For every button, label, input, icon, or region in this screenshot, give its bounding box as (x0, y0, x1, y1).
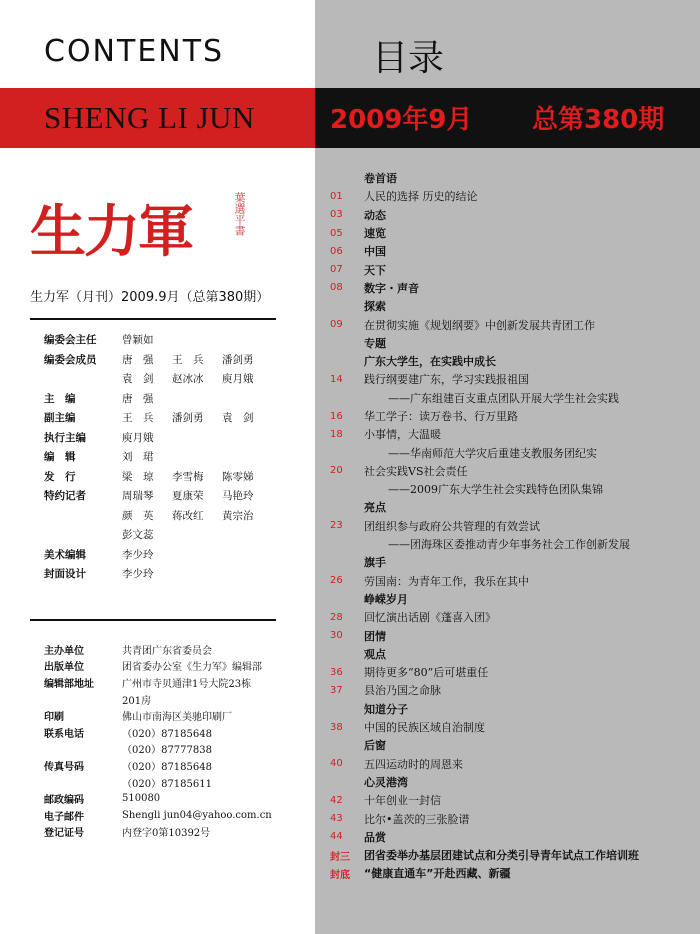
entry-title: ——2009广东大学生社会实践特色团队集锦 (388, 483, 603, 497)
page-number: 07 (330, 264, 343, 276)
entry-title: 探索 (364, 300, 386, 314)
entry-title: ——团海珠区委推动青少年事务社会工作创新发展 (388, 538, 630, 552)
info-row (44, 790, 304, 807)
toc-section[interactable] (330, 645, 690, 663)
staff-names (122, 410, 272, 425)
staff-name: 梁 琼 (122, 470, 154, 483)
toc-entry[interactable] (330, 755, 690, 773)
page-number: 36 (330, 666, 343, 678)
info-label: 邮政编码 (44, 795, 84, 807)
staff-row (44, 408, 304, 428)
toc-entry[interactable] (330, 846, 690, 864)
toc-section[interactable] (330, 206, 690, 224)
staff-name: 潘剑勇 (172, 412, 204, 425)
info-row (44, 691, 304, 708)
page-number: 20 (330, 465, 343, 477)
contents-heading-en: CONTENTS (44, 34, 225, 69)
toc-entry[interactable] (330, 809, 690, 827)
toc-entry[interactable] (330, 187, 690, 205)
staff-names (122, 469, 272, 484)
staff-role: 发 行 (44, 470, 76, 483)
entry-title: 十年创业一封信 (364, 794, 441, 808)
staff-row (44, 525, 304, 545)
page-number: 16 (330, 410, 343, 422)
toc-section[interactable] (330, 498, 690, 516)
toc-section[interactable] (330, 334, 690, 352)
brand-name: SHENG LI JUN (44, 100, 255, 135)
staff-row (44, 369, 304, 389)
staff-role: 编 辑 (44, 451, 76, 464)
info-row (44, 707, 304, 724)
toc-entry[interactable] (330, 370, 690, 388)
staff-name: 蒋改红 (172, 509, 204, 522)
toc-entry[interactable] (330, 535, 690, 553)
staff-role: 特约记者 (44, 490, 86, 503)
staff-name: 袁 剑 (222, 412, 254, 425)
staff-names (122, 352, 272, 367)
staff-name: 李雪梅 (172, 470, 204, 483)
staff-row (44, 564, 304, 584)
info-value: 共青团广东省委员会 (122, 645, 212, 657)
info-row (44, 807, 304, 824)
toc-entry[interactable] (330, 407, 690, 425)
entry-title: 广东大学生，在实践中成长 (364, 355, 496, 369)
toc-entry[interactable] (330, 663, 690, 681)
entry-title: 劳国南：为青年工作，我乐在其中 (364, 574, 529, 588)
staff-name: 马艳玲 (222, 490, 254, 503)
toc-section[interactable] (330, 553, 690, 571)
entry-title: 在贯彻实施《规划纲要》中创新发展共青团工作 (364, 318, 595, 332)
entry-title: 团省委举办基层团建试点和分类引导青年试点工作培训班 (364, 849, 639, 863)
staff-names (122, 449, 172, 464)
staff-row (44, 428, 304, 448)
staff-name: 李少玲 (122, 568, 154, 581)
page-number: 14 (330, 373, 343, 385)
staff-names (122, 547, 172, 562)
toc-section[interactable] (330, 260, 690, 278)
entry-title: 专题 (364, 336, 386, 350)
toc-entry[interactable] (330, 572, 690, 590)
staff-name: 王 兵 (122, 412, 154, 425)
staff-row (44, 389, 304, 409)
publication-info (44, 641, 304, 840)
entry-title: 动态 (364, 208, 386, 222)
staff-role: 副主编 (44, 412, 76, 425)
staff-names (122, 566, 172, 581)
entry-title: 观点 (364, 647, 386, 661)
toc-entry[interactable] (330, 315, 690, 333)
staff-row (44, 506, 304, 526)
entry-title: 县治乃国之命脉 (364, 684, 441, 698)
info-label: 登记证号 (44, 828, 84, 840)
contents-heading-cn: 目录 (372, 38, 445, 79)
staff-name: 王 兵 (172, 353, 204, 366)
toc-section[interactable] (330, 242, 690, 260)
entry-title: 五四运动时的周恩来 (364, 757, 463, 771)
info-value: 510080 (122, 793, 161, 805)
toc-entry[interactable] (330, 791, 690, 809)
entry-title: 团情 (364, 629, 386, 643)
entry-title: ——广东组建百支重点团队开展大学生社会实践 (388, 391, 619, 405)
staff-name: 颜 英 (122, 509, 154, 522)
toc-section[interactable] (330, 828, 690, 846)
entry-title: “健康直通车”开赴西藏、新疆 (364, 867, 511, 881)
page-number: 18 (330, 428, 343, 440)
staff-role: 美术编辑 (44, 548, 86, 561)
entry-title: 践行纲要建广东，学习实践报祖国 (364, 373, 529, 387)
staff-row (44, 330, 304, 350)
info-row (44, 641, 304, 658)
toc-section[interactable] (330, 224, 690, 242)
staff-row (44, 486, 304, 506)
staff-name: 庾月娥 (222, 373, 254, 386)
toc-entry[interactable] (330, 480, 690, 498)
staff-name: 袁 剑 (122, 373, 154, 386)
page-number: 37 (330, 684, 343, 696)
info-value: 201房 (122, 695, 152, 707)
info-label: 联系电话 (44, 728, 84, 740)
toc-entry[interactable] (330, 462, 690, 480)
staff-name: 李少玲 (122, 548, 154, 561)
entry-title: 中国的民族区域自治制度 (364, 721, 485, 735)
staff-name: 夏康荣 (172, 490, 204, 503)
toc-section[interactable] (330, 169, 690, 187)
staff-role: 编委会主任 (44, 334, 97, 347)
info-value: 内登字0第10392号 (122, 828, 211, 840)
issue-number: 总第380期 (532, 105, 665, 135)
toc-entry[interactable] (330, 718, 690, 736)
page-number: 01 (330, 190, 343, 202)
info-row (44, 658, 304, 675)
entry-title: ——华南师范大学灾后重建支教服务团纪实 (388, 446, 597, 460)
info-value: （020）87185648 (122, 761, 212, 773)
info-row (44, 757, 304, 774)
page-number: 28 (330, 611, 343, 623)
table-of-contents (330, 169, 690, 883)
page-number: 44 (330, 831, 343, 843)
toc-section[interactable] (330, 773, 690, 791)
staff-name: 曾颖如 (122, 334, 154, 347)
toc-entry[interactable] (330, 864, 690, 882)
toc-section[interactable] (330, 352, 690, 370)
entry-title: 社会实践VS社会责任 (364, 464, 468, 478)
staff-names (122, 430, 172, 445)
staff-name: 彭文蕊 (122, 529, 154, 542)
staff-row (44, 545, 304, 565)
entry-title: 数字・声音 (364, 281, 419, 295)
toc-section[interactable] (330, 736, 690, 754)
page-number: 封三 (330, 851, 350, 863)
page-number: 42 (330, 794, 343, 806)
info-value: （020）87185648 (122, 728, 212, 740)
staff-names (122, 527, 172, 542)
entry-title: 心灵港湾 (364, 775, 408, 789)
entry-title: 速览 (364, 227, 386, 241)
entry-title: 卷首语 (364, 172, 397, 186)
page-number: 43 (330, 813, 343, 825)
page-number: 封底 (330, 869, 350, 881)
staff-name: 赵冰冰 (172, 373, 204, 386)
info-label: 出版单位 (44, 662, 84, 674)
staff-names (122, 371, 272, 386)
staff-name: 唐 强 (122, 353, 154, 366)
staff-name: 陈零娣 (222, 470, 254, 483)
toc-entry[interactable] (330, 389, 690, 407)
entry-title: 期待更多“80”后可堪重任 (364, 666, 489, 680)
calligraphy-signature: 葉選平書 (233, 192, 246, 236)
page-number: 03 (330, 209, 343, 221)
info-row (44, 824, 304, 841)
staff-name: 潘剑勇 (222, 353, 254, 366)
staff-name: 刘 珺 (122, 451, 154, 464)
info-label: 传真号码 (44, 761, 84, 773)
staff-row (44, 447, 304, 467)
entry-title: 人民的选择 历史的结论 (364, 190, 478, 204)
staff-names (122, 391, 172, 406)
entry-title: 知道分子 (364, 702, 408, 716)
toc-section[interactable] (330, 590, 690, 608)
info-row (44, 774, 304, 791)
toc-section[interactable] (330, 626, 690, 644)
staff-names (122, 508, 272, 523)
toc-entry[interactable] (330, 608, 690, 626)
page-number: 38 (330, 721, 343, 733)
toc-section[interactable] (330, 700, 690, 718)
toc-entry[interactable] (330, 681, 690, 699)
info-label: 电子邮件 (44, 811, 84, 823)
info-label: 印刷 (44, 712, 64, 724)
staff-names (122, 488, 272, 503)
info-value: 广州市寺贝通津1号大院23栋 (122, 678, 252, 690)
info-value: 佛山市南海区美驰印刷厂 (122, 712, 232, 724)
page-number: 40 (330, 758, 343, 770)
staff-role: 编委会成员 (44, 353, 97, 366)
entry-title: 后窗 (364, 739, 386, 753)
info-row (44, 724, 304, 741)
toc-section[interactable] (330, 279, 690, 297)
divider-middle (30, 619, 276, 621)
toc-entry[interactable] (330, 517, 690, 535)
entry-title: 团组织参与政府公共管理的有效尝试 (364, 519, 540, 533)
info-value: （020）87185611 (122, 778, 212, 790)
page-number: 30 (330, 630, 343, 642)
entry-title: 品赏 (364, 830, 386, 844)
entry-title: 回忆演出话剧《蓬喜入团》 (364, 611, 496, 625)
entry-title: 旗手 (364, 556, 386, 570)
entry-title: 峥嵘岁月 (364, 592, 408, 606)
info-label: 主办单位 (44, 645, 84, 657)
entry-title: 比尔•盖茨的三张脸谱 (364, 812, 470, 826)
info-value: （020）87777838 (122, 745, 212, 757)
staff-role: 执行主编 (44, 431, 86, 444)
staff-name: 黄宗治 (222, 509, 254, 522)
page-number: 26 (330, 575, 343, 587)
info-label: 编辑部地址 (44, 678, 94, 690)
page-number: 05 (330, 227, 343, 239)
magazine-logo: 生力軍 (30, 199, 192, 265)
staff-role: 主 编 (44, 392, 76, 405)
staff-list (44, 330, 304, 584)
issue-date: 2009年9月 (330, 105, 473, 135)
page-number: 09 (330, 319, 343, 331)
entry-title: 中国 (364, 245, 386, 259)
info-value: Shengli jun04@yahoo.com.cn (122, 809, 272, 821)
toc-entry[interactable] (330, 443, 690, 461)
staff-name: 唐 强 (122, 392, 154, 405)
entry-title: 小事情，大温暖 (364, 428, 441, 442)
magazine-info-line: 生力军（月刊）2009.9月（总第380期） (30, 290, 270, 305)
info-row (44, 741, 304, 758)
toc-section[interactable] (330, 297, 690, 315)
staff-name: 庾月娥 (122, 431, 154, 444)
staff-name: 周瑞琴 (122, 490, 154, 503)
entry-title: 天下 (364, 263, 386, 277)
info-value: 团省委办公室《生力军》编辑部 (122, 662, 262, 674)
info-row (44, 674, 304, 691)
entry-title: 华工学子：读万卷书、行万里路 (364, 410, 518, 423)
page-number: 08 (330, 282, 343, 294)
page-number: 06 (330, 245, 343, 257)
page-number: 23 (330, 520, 343, 532)
staff-role: 封面设计 (44, 568, 86, 581)
entry-title: 亮点 (364, 501, 386, 515)
toc-entry[interactable] (330, 425, 690, 443)
staff-row (44, 350, 304, 370)
staff-row (44, 467, 304, 487)
divider-top (30, 318, 276, 320)
staff-names (122, 332, 172, 347)
